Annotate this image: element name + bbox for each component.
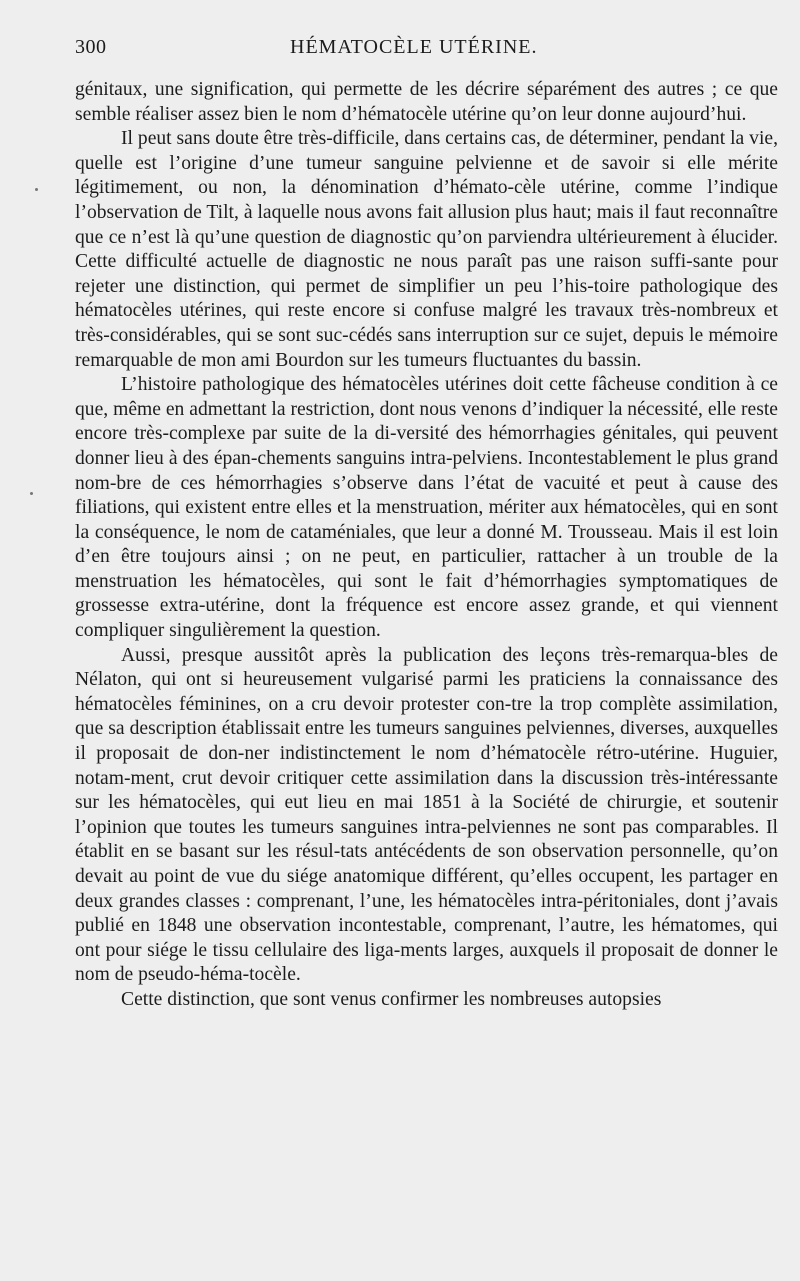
running-title: HÉMATOCÈLE UTÉRINE. <box>290 36 538 58</box>
page-number: 300 <box>75 36 107 58</box>
body-text <box>75 78 778 1013</box>
paragraph-2: Il peut sans doute être très-difficile, dans certains cas, de déterminer, pendant la vie, quelle est l’origine d’une tumeur sanguine pelvienne et de savoir si elle mérite légitimement, ou non, la dénomination d’hémato-cèle utérine, comme l’indique l’observation de Tilt, à laquelle nous avons fait allusion plus haut; mais il faut reconnaître que ce n’est là qu’une question de diagnostic qu’on parviendra ultérieurement à élucider. Cette difficulté actuelle de diagnostic ne nous paraît pas une raison suffi-sante pour rejeter une distinction, qui permet de simplifier un peu l’his-toire pathologique des hématocèles utérines, qui reste encore si confuse malgré les travaux très-nombreux et très-considérables, qui se sont suc-cédés sans interruption sur ce sujet, depuis le mémoire remarquable de mon ami Bourdon sur les tumeurs fluctuantes du bassin. <box>75 128 778 371</box>
paragraph-4: Aussi, presque aussitôt après la publication des leçons très-remarqua-bles de Nélaton, qui ont si heureusement vulgarisé parmi les praticiens la connaissance des hématocèles féminines, on a cru devoir protester con-tre la trop complète assimilation, que sa description établissait entre les tumeurs sanguines pelviennes, diverses, auxquelles il proposait de don-ner indistinctement le nom d’hématocèle rétro-utérine. Huguier, notam-ment, crut devoir critiquer cette assimilation dans la discussion très-intéressante sur les hématocèles, qui eut lieu en mai 1851 à la Société de chirurgie, et soutenir l’opinion que toutes les tumeurs sanguines intra-pelviennes ne sont pas comparables. Il établit en se basant sur les résul-tats antécédents de son observation personnelle, qu’on devait au point de vue du siége anatomique différent, qu’elles occupent, les partager en deux grandes classes : comprenant, l’une, les hématocèles intra-péritoniales, dont j’avais publié en 1848 une observation incontestable, comprenant, l’autre, les hématomes, qui ont pour siége le tissu cellulaire des liga-ments larges, auxquels il proposait de donner le nom de pseudo-héma-tocèle. <box>75 644 778 986</box>
paragraph-5: Cette distinction, que sont venus confirmer les nombreuses autopsies <box>121 988 662 1010</box>
paragraph-1: génitaux, une signification, qui permette de les décrire séparément des autres ; ce que semble réaliser assez bien le nom d’hématocèle utérine qu’on leur donne aujourd’hui. <box>75 79 778 125</box>
margin-speck <box>35 188 38 191</box>
margin-speck <box>30 492 33 495</box>
running-head <box>75 36 778 68</box>
paragraph-3: L’histoire pathologique des hématocèles utérines doit cette fâcheuse condition à ce que, même en admettant la restriction, dont nous venons d’indiquer la nécessité, elle reste encore très-complexe par suite de la di-versité des hémorrhagies génitales, qui peuvent donner lieu à des épan-chements sanguins intra-pelviens. Incontestablement le plus grand nom-bre de ces hémorrhagies s’observe dans l’état de vacuité et peut à cause des filiations, qui existent entre elles et la menstruation, mériter aux hématocèles, qui en sont la conséquence, le nom de cataméniales, que leur a donné M. Trousseau. Mais il est loin d’en être toujours ainsi ; on ne peut, en particulier, rattacher à un trouble de la menstruation les hématocèles, qui sont le fait d’hémorrhagies symptomatiques de grossesse extra-utérine, dont la fréquence est encore assez grande, et qui viennent compliquer singulièrement la question. <box>75 374 778 642</box>
